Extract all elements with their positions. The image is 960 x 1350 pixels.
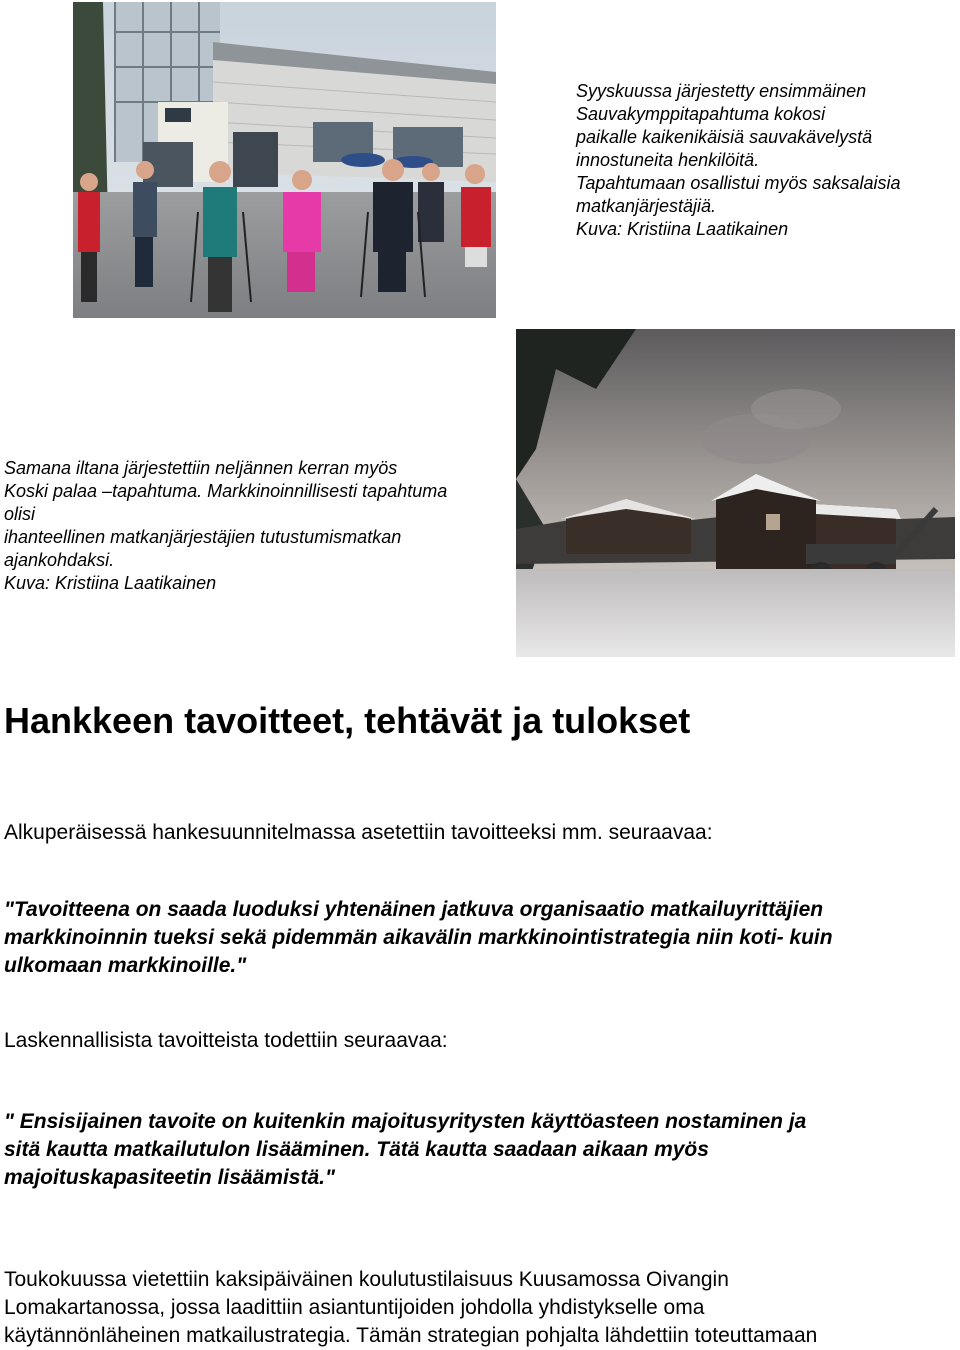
caption-line: Syyskuussa järjestetty ensimmäinen <box>576 81 867 101</box>
intro-paragraph: Alkuperäisessä hankesuunnitelmassa asetettiin tavoitteeksi mm. seuraavaa: <box>4 821 713 844</box>
snowy-farm-photo <box>516 329 955 657</box>
caption-line: paikalle kaikenikäisiä sauvakävelystä <box>576 127 873 147</box>
paragraph-line: käytännönläheinen matkailustrategia. Tämän strategian pohjalta lähdettiin toteuttamaan <box>4 1324 818 1347</box>
caption-line: Samana iltana järjestettiin neljännen kerran myös <box>4 458 398 478</box>
quote-line: ulkomaan markkinoille." <box>4 954 247 977</box>
quote-line: "Tavoitteena on saada luoduksi yhtenäinen jatkuva organisaatio matkailuyrittäjien <box>4 898 824 921</box>
photo2-caption <box>4 457 504 595</box>
caption-line: innostuneita henkilöitä. <box>576 150 760 170</box>
caption-credit: Kuva: Kristiina Laatikainen <box>4 573 217 593</box>
training-paragraph <box>4 1266 954 1350</box>
quote-line: sitä kautta matkailutulon lisääminen. Tätä kautta saadaan aikaan myös <box>4 1138 709 1161</box>
caption-line: matkanjärjestäjiä. <box>576 196 717 216</box>
section-heading: Hankkeen tavoitteet, tehtävät ja tulokset <box>4 700 691 741</box>
quote-line: " Ensisijainen tavoite on kuitenkin majoitusyritysten käyttöasteen nostaminen ja <box>4 1110 807 1133</box>
photo1-caption <box>576 80 956 241</box>
calculated-goals-intro: Laskennallisista tavoitteista todettiin seuraavaa: <box>4 1029 448 1052</box>
quote-line: majoituskapasiteetin lisäämistä." <box>4 1166 335 1189</box>
paragraph-line: Toukokuussa vietettiin kaksipäiväinen koulutustilaisuus Kuusamossa Oivangin <box>4 1268 729 1291</box>
caption-line: Tapahtumaan osallistui myös saksalaisia <box>576 173 901 193</box>
goal-quote <box>4 896 954 980</box>
quote-line: markkinoinnin tueksi sekä pidemmän aikavälin markkinointistrategia niin koti- kuin <box>4 926 833 949</box>
caption-line: Koski palaa –tapahtuma. Markkinoinnillisesti tapahtuma <box>4 481 448 501</box>
caption-line: ihanteellinen matkanjärjestäjien tutustumismatkan <box>4 527 402 547</box>
caption-line: olisi <box>4 504 36 524</box>
caption-credit: Kuva: Kristiina Laatikainen <box>576 219 789 239</box>
caption-line: ajankohdaksi. <box>4 550 115 570</box>
primary-goal-quote <box>4 1108 954 1192</box>
caption-line: Sauvakymppitapahtuma kokosi <box>576 104 826 124</box>
paragraph-line: Lomakartanossa, jossa laadittiin asiantuntijoiden johdolla yhdistykselle oma <box>4 1296 705 1319</box>
nordic-walking-photo <box>73 2 496 318</box>
